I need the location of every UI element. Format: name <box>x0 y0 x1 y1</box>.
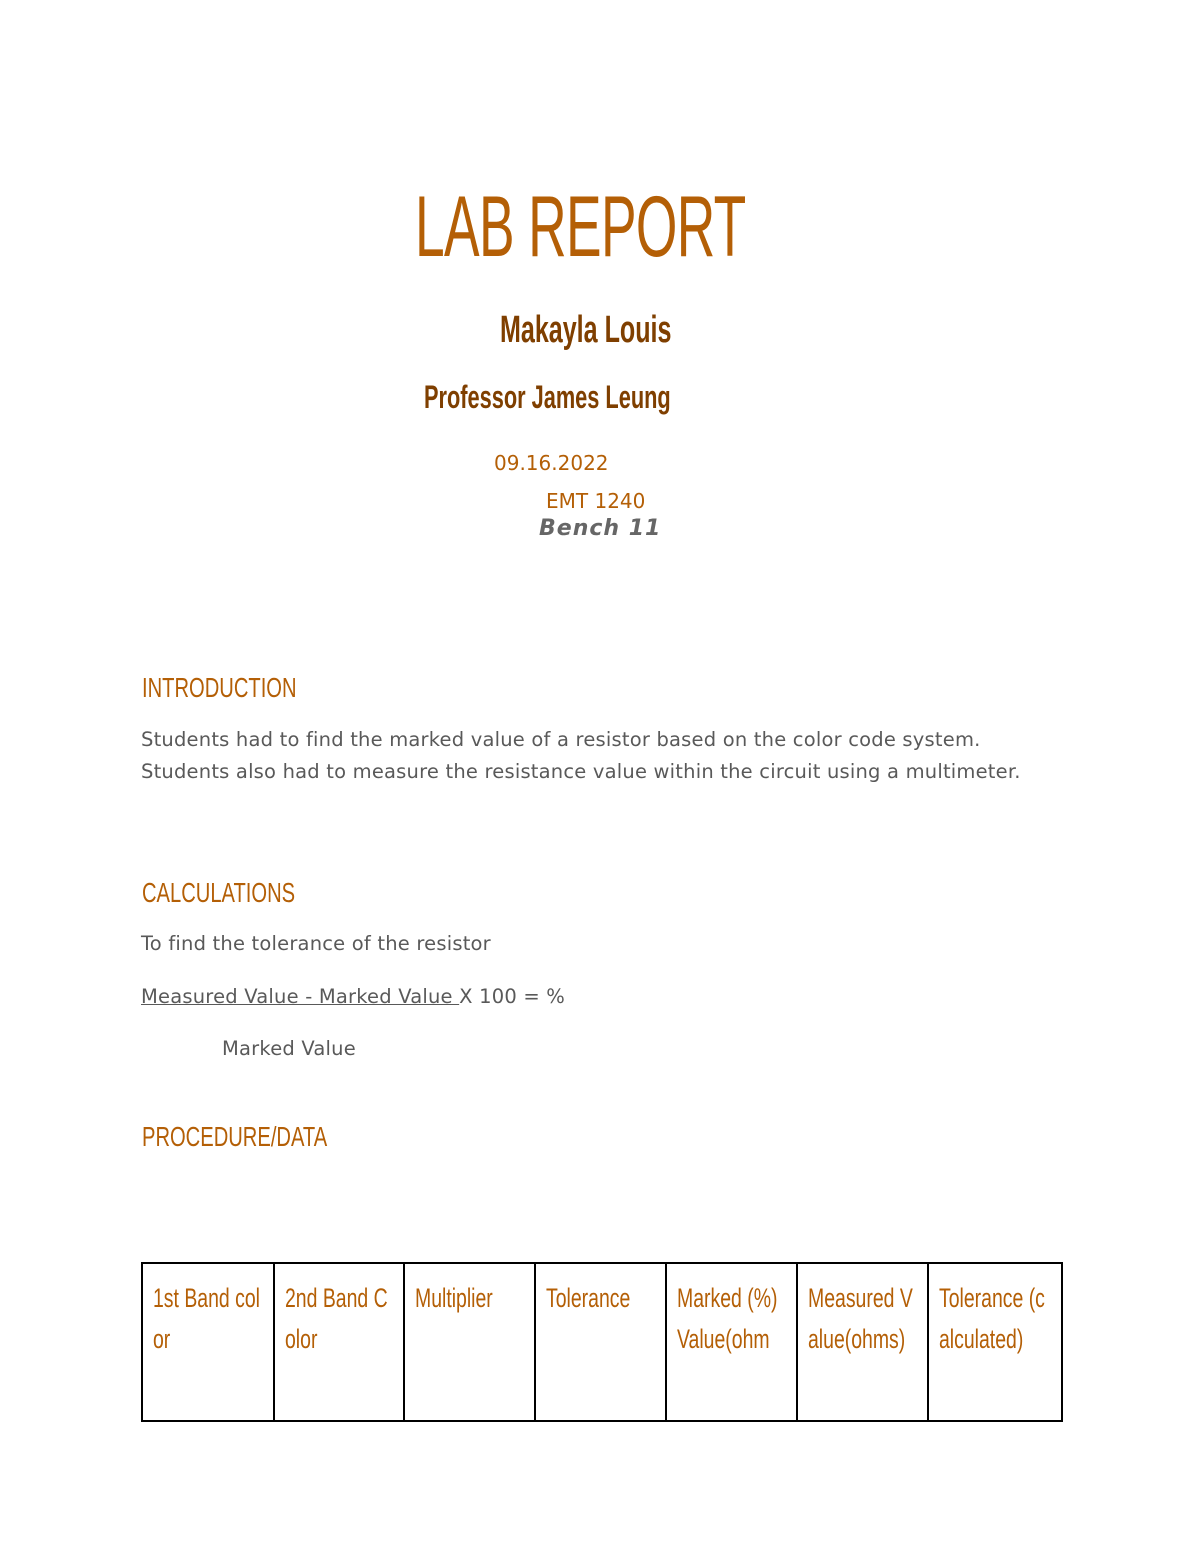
procedure-heading: PROCEDURE/DATA <box>142 1121 328 1152</box>
professor-name: Professor James Leung <box>424 379 671 415</box>
report-title: LAB REPORT <box>415 179 746 275</box>
col-multiplier <box>404 1263 535 1421</box>
table-header-label: 1st Band color <box>153 1283 260 1354</box>
introduction-text: Students had to find the marked value of a resistor based on the color code system. Students also had to measure the resistance value within the circuit using a multimeter. <box>141 728 1021 783</box>
report-date: 09.16.2022 <box>494 451 609 475</box>
table-header-label: Tolerance <box>546 1283 631 1313</box>
resistor-data-table <box>141 1262 1063 1422</box>
table-header-label: Multiplier <box>415 1283 493 1313</box>
table-header-row <box>142 1263 1062 1421</box>
author-name: Makayla Louis <box>500 309 672 351</box>
col-2nd-band-color <box>274 1263 404 1421</box>
calculations-heading: CALCULATIONS <box>142 877 296 908</box>
col-tolerance <box>535 1263 666 1421</box>
col-marked-value <box>666 1263 797 1421</box>
tolerance-formula <box>141 981 565 1013</box>
bench-number: Bench 11 <box>539 516 662 541</box>
formula-denominator: Marked Value <box>222 1037 356 1060</box>
table-header-label: 2nd Band Color <box>285 1283 388 1354</box>
formula-operator: X 100 = % <box>459 985 565 1008</box>
col-tolerance-calculated <box>928 1263 1062 1421</box>
table-header-label: Marked (%) Value(ohm <box>677 1283 778 1354</box>
introduction-heading: INTRODUCTION <box>142 672 297 703</box>
table-header-label: Tolerance (calculated) <box>939 1283 1045 1354</box>
col-measured-value <box>797 1263 928 1421</box>
table-header-label: Measured Value(ohms) <box>808 1283 913 1354</box>
col-1st-band-color <box>142 1263 274 1421</box>
calculations-intro: To find the tolerance of the resistor <box>141 932 491 955</box>
formula-numerator: Measured Value - Marked Value <box>141 985 460 1008</box>
course-code: EMT 1240 <box>546 489 646 513</box>
